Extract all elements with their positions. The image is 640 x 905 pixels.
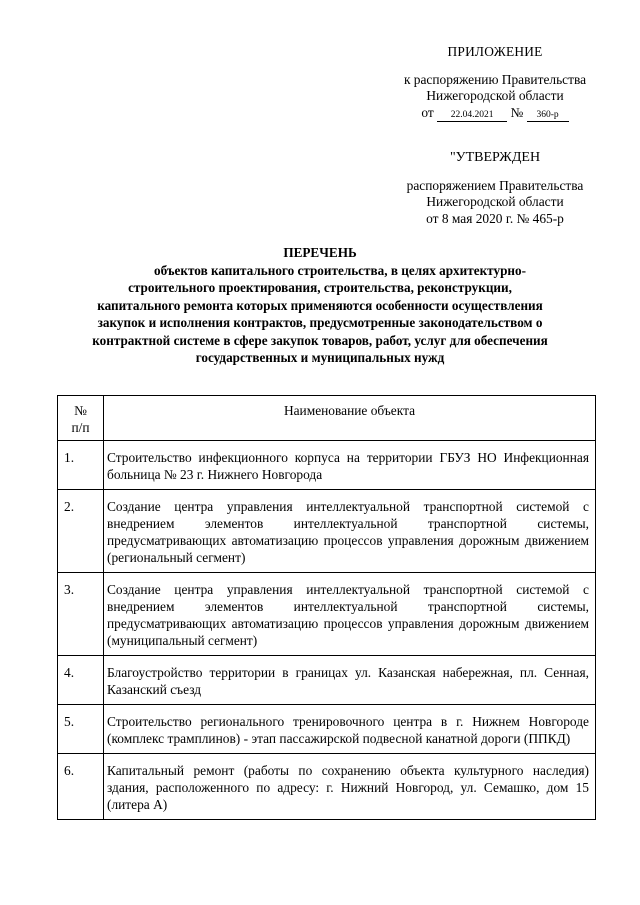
title-line: строительного проектирования, строительства, реконструкции, bbox=[128, 280, 512, 295]
title-line: государственных и муниципальных нужд bbox=[195, 350, 445, 365]
table-row bbox=[58, 754, 596, 820]
row-object-name: Благоустройство территории в границах ул. Казанская набережная, пл. Сенная, Казанский съезд bbox=[104, 656, 596, 705]
row-number: 3. bbox=[58, 573, 104, 656]
table-row bbox=[58, 705, 596, 754]
appendix-line-2: Нижегородской области bbox=[426, 88, 564, 103]
from-label: от bbox=[421, 104, 434, 120]
objects-table bbox=[57, 395, 596, 820]
approved-line-3: от 8 мая 2020 г. № 465-р bbox=[426, 210, 564, 226]
row-object-name: Создание центра управления интеллектуальной транспортной системой с внедрением элементов интеллектуальной транспортной системы, предусматривающих автоматизацию процессов управления дорожным движением (муниципальный сегмент) bbox=[104, 573, 596, 656]
header-number bbox=[58, 396, 104, 441]
approved-block bbox=[370, 150, 620, 227]
table-row bbox=[58, 441, 596, 490]
header-number-line-1: № bbox=[74, 403, 87, 418]
number-label: № bbox=[510, 104, 524, 120]
row-number: 4. bbox=[58, 656, 104, 705]
appendix-number: 360-р bbox=[527, 110, 569, 122]
appendix-date: 22.04.2021 bbox=[437, 110, 507, 122]
table-row bbox=[58, 490, 596, 573]
title-line: контрактной системе в сфере закупок товаров, работ, услуг для обеспечения bbox=[92, 332, 548, 348]
appendix-date-line bbox=[370, 105, 620, 122]
approved-line-1: распоряжением Правительства bbox=[406, 177, 584, 193]
row-number: 6. bbox=[58, 754, 104, 820]
row-number: 1. bbox=[58, 441, 104, 490]
appendix-line-1: к распоряжению Правительства bbox=[403, 71, 587, 87]
row-object-name: Строительство регионального тренировочного центра в г. Нижнем Новгороде (комплекс трамплинов) - этап пассажирской подвесной канатной дороги (ППКД) bbox=[104, 705, 596, 754]
table-row bbox=[58, 573, 596, 656]
table-header-row bbox=[58, 396, 596, 441]
title-heading: ПЕРЕЧЕНЬ bbox=[283, 245, 357, 260]
row-number: 5. bbox=[58, 705, 104, 754]
row-object-name: Создание центра управления интеллектуальной транспортной системой с внедрением элементов интеллектуальной транспортной системы, предусматривающих автоматизацию процессов управления дорожным движением (региональный сегмент) bbox=[104, 490, 596, 573]
header-number-line-2: п/п bbox=[71, 420, 90, 435]
title-line: закупок и исполнения контрактов, предусмотренные законодательством о bbox=[97, 315, 543, 330]
header-object-name: Наименование объекта bbox=[104, 396, 596, 441]
title-line: капитального ремонта которых применяются особенности осуществления bbox=[97, 297, 543, 313]
appendix-block bbox=[370, 44, 620, 122]
document-title bbox=[50, 244, 590, 367]
row-number: 2. bbox=[58, 490, 104, 573]
approved-line-2: Нижегородской области bbox=[426, 194, 564, 209]
approved-heading: "УТВЕРЖДЕН bbox=[449, 150, 541, 165]
appendix-heading: ПРИЛОЖЕНИЕ bbox=[447, 44, 543, 59]
row-object-name: Строительство инфекционного корпуса на территории ГБУЗ НО Инфекционная больница № 23 г. Нижнего Новгорода bbox=[104, 441, 596, 490]
row-object-name: Капитальный ремонт (работы по сохранению объекта культурного наследия) здания, расположенного по адресу: г. Нижний Новгород, ул. Семашко, дом 15 (литера А) bbox=[104, 754, 596, 820]
table-row bbox=[58, 656, 596, 705]
title-line: объектов капитального строительства, в целях архитектурно- bbox=[154, 262, 526, 278]
